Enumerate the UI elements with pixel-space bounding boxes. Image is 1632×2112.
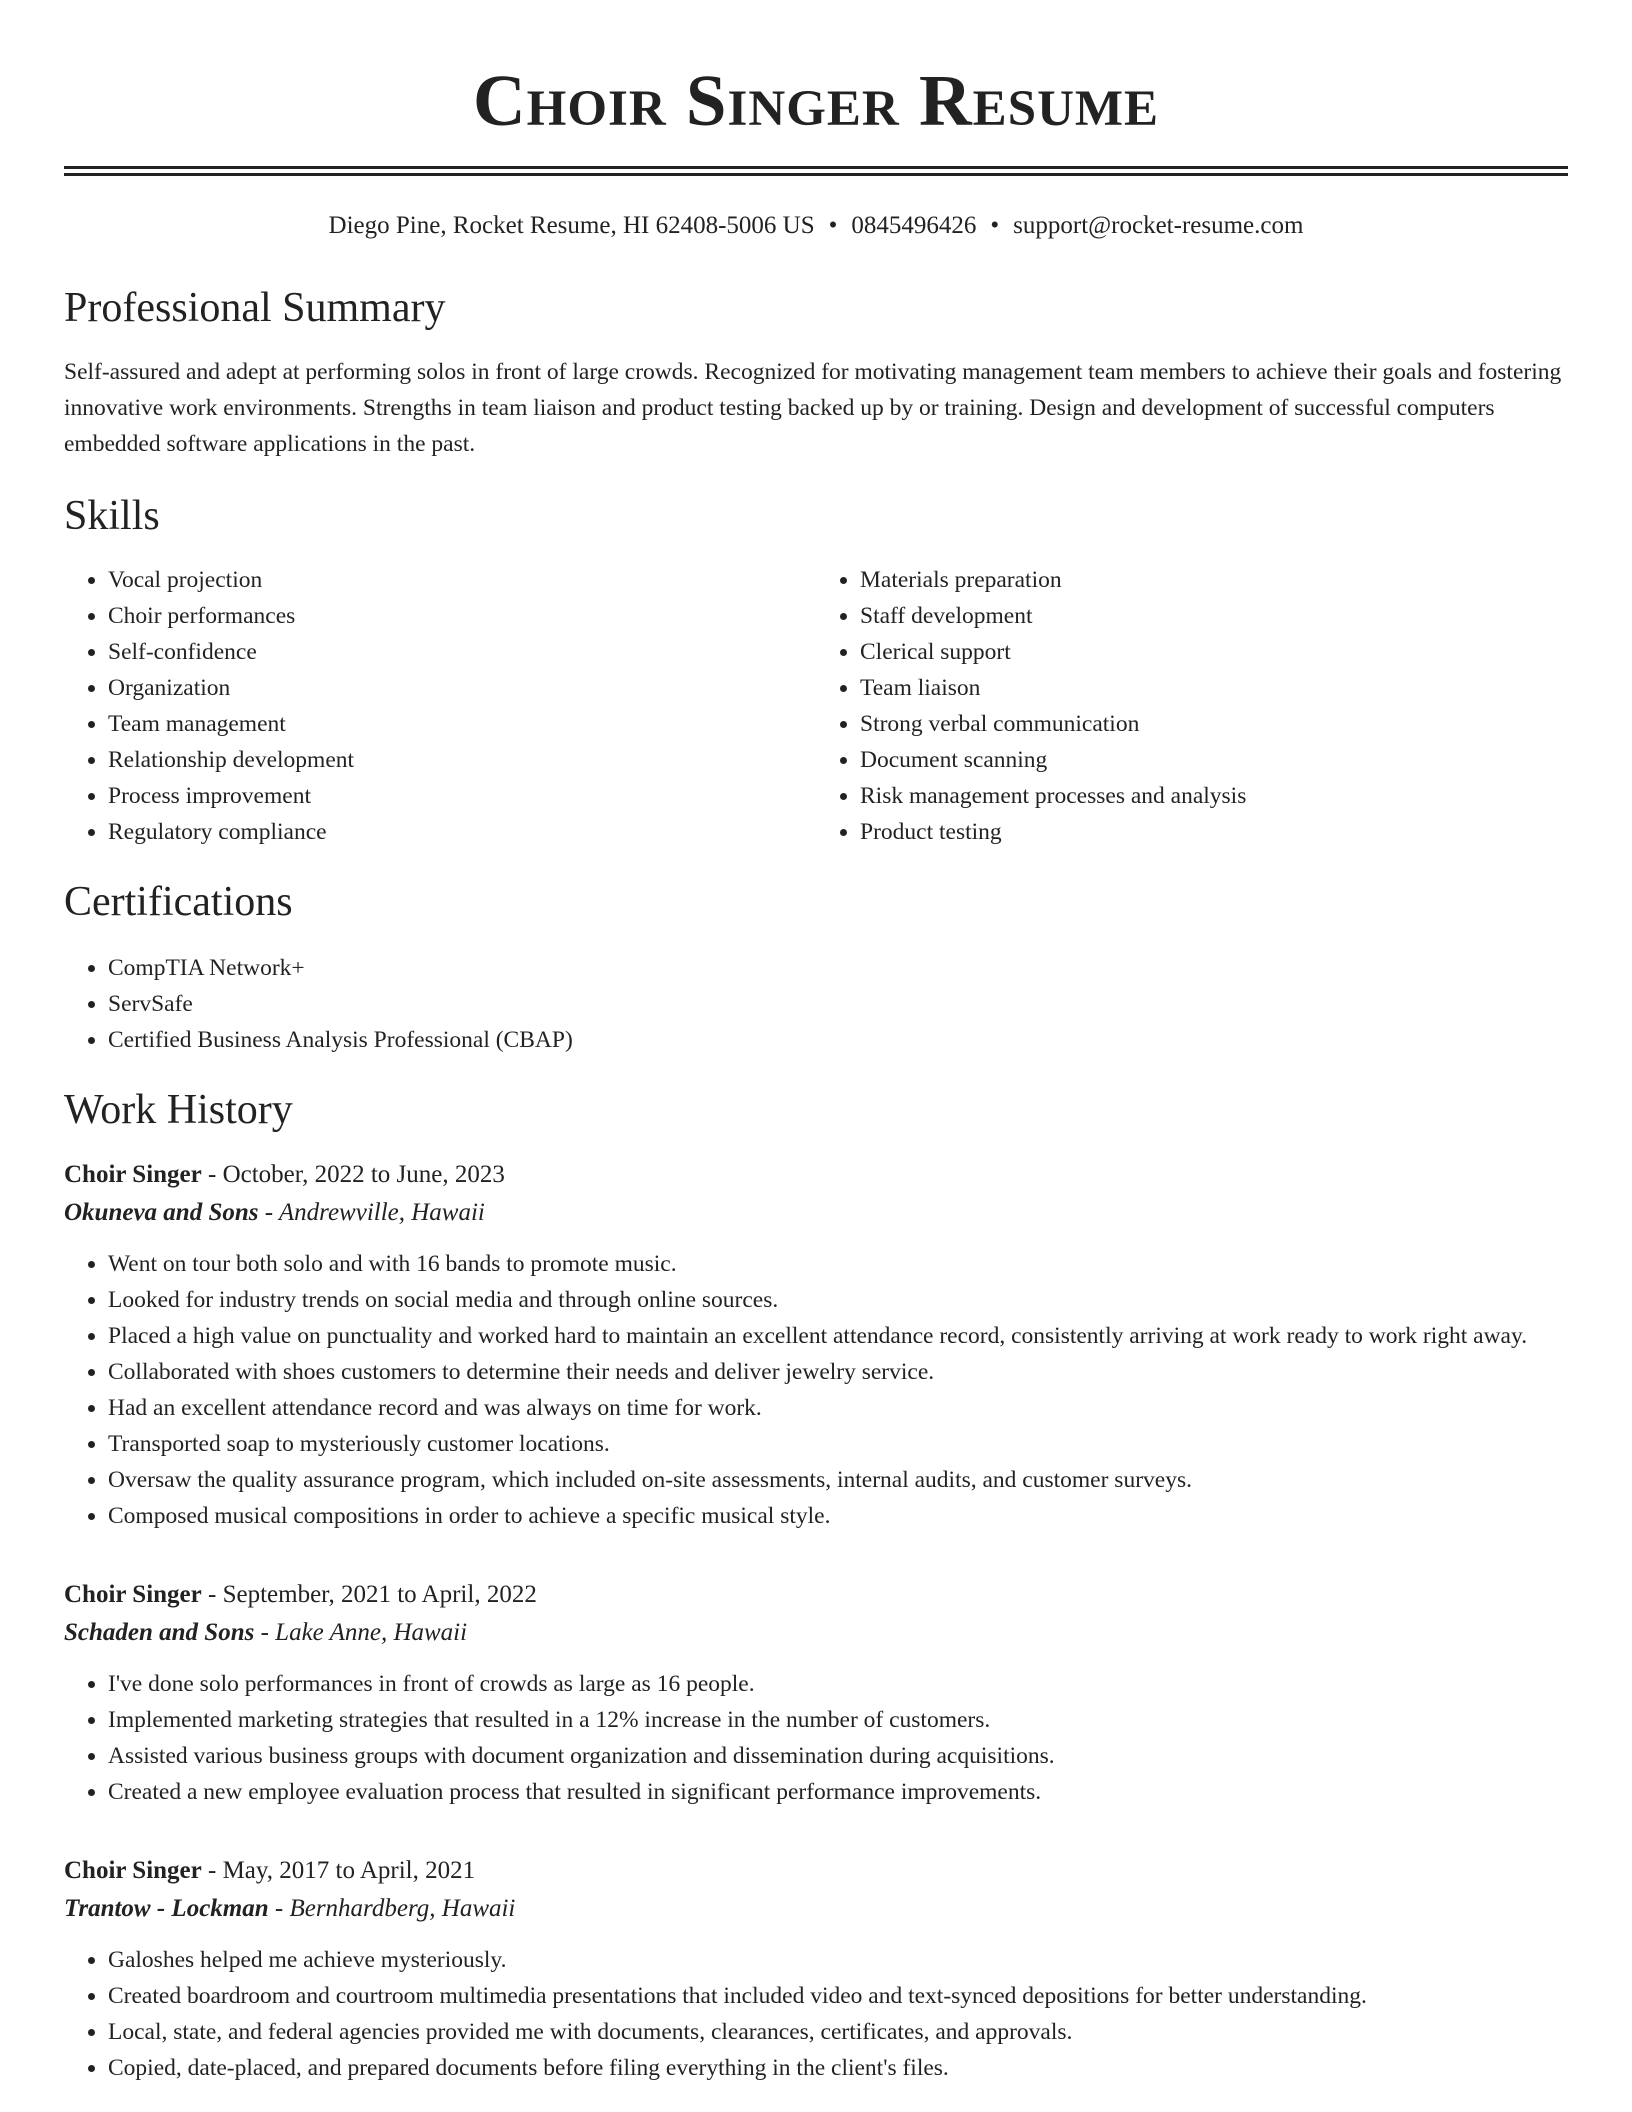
skill-item: • Team management	[108, 706, 816, 742]
skill-item: • Staff development	[860, 598, 1568, 634]
job-title-line	[64, 1852, 1568, 1890]
job-title-line	[64, 1156, 1568, 1194]
skills-list-left	[64, 562, 816, 850]
job-bullet: • Created boardroom and courtroom multimedia presentations that included video and text-synced depositions for better understanding.	[108, 1978, 1568, 2014]
job-role: Choir Singer	[64, 1161, 202, 1188]
job-location: - Bernhardberg, Hawaii	[268, 1895, 516, 1922]
contact-address: Diego Pine, Rocket Resume, HI 62408-5006 US	[328, 212, 815, 239]
job-bullet: • Collaborated with shoes customers to determine their needs and deliver jewelry service.	[108, 1354, 1568, 1390]
skill-item: • Product testing	[860, 814, 1568, 850]
job-bullet: • Placed a high value on punctuality and worked hard to maintain an excellent attendance record, consistently arriving at work ready to work right away.	[108, 1318, 1568, 1354]
job-bullets	[64, 1246, 1568, 1534]
job-entry	[64, 1852, 1568, 2086]
skill-item: • Strong verbal communication	[860, 706, 1568, 742]
contact-separator: •	[828, 212, 838, 239]
job-bullet: • Composed musical compositions in order to achieve a specific musical style.	[108, 1498, 1568, 1534]
contact-line	[64, 210, 1568, 242]
job-company-line	[64, 1614, 1568, 1652]
skill-item: • Vocal projection	[108, 562, 816, 598]
resume-title: Choir Singer Resume	[472, 60, 1160, 141]
job-role: Choir Singer	[64, 1581, 202, 1608]
certification-item: • Certified Business Analysis Professional (CBAP)	[108, 1022, 1568, 1058]
job-bullets	[64, 1942, 1568, 2086]
job-dates: - October, 2022 to June, 2023	[201, 1161, 505, 1188]
job-location: - Andrewville, Hawaii	[258, 1199, 485, 1226]
skills-list-right	[816, 562, 1568, 850]
certification-item: • ServSafe	[108, 986, 1568, 1022]
job-bullet: • Transported soap to mysteriously customer locations.	[108, 1426, 1568, 1462]
skill-item: • Regulatory compliance	[108, 814, 816, 850]
job-company: Trantow - Lockman	[64, 1895, 269, 1922]
skill-item: • Relationship development	[108, 742, 816, 778]
job-company: Schaden and Sons	[64, 1619, 255, 1646]
job-role: Choir Singer	[64, 1857, 202, 1884]
skills-column-right	[816, 562, 1568, 850]
skill-item: • Process improvement	[108, 778, 816, 814]
skill-item: • Self-confidence	[108, 634, 816, 670]
job-title-line	[64, 1576, 1568, 1614]
skill-item: • Materials preparation	[860, 562, 1568, 598]
certifications-list	[64, 950, 1568, 1058]
job-bullet: • Had an excellent attendance record and was always on time for work.	[108, 1390, 1568, 1426]
job-bullet: • Oversaw the quality assurance program, which included on-site assessments, internal audits, and customer surveys.	[108, 1462, 1568, 1498]
job-bullet: • Implemented marketing strategies that resulted in a 12% increase in the number of customers.	[108, 1702, 1568, 1738]
summary-heading: Professional Summary	[64, 285, 446, 331]
contact-email: support@rocket-resume.com	[1013, 212, 1304, 239]
skill-item: • Document scanning	[860, 742, 1568, 778]
job-dates: - September, 2021 to April, 2022	[201, 1581, 537, 1608]
job-bullet: • Galoshes helped me achieve mysteriously.	[108, 1942, 1568, 1978]
job-bullet: • Copied, date-placed, and prepared documents before filing everything in the client's files.	[108, 2050, 1568, 2086]
contact-separator: •	[990, 212, 1000, 239]
title-divider	[64, 166, 1568, 176]
job-bullet: • Created a new employee evaluation process that resulted in significant performance improvements.	[108, 1774, 1568, 1810]
job-company-line	[64, 1890, 1568, 1928]
job-bullet: • I've done solo performances in front of crowds as large as 16 people.	[108, 1666, 1568, 1702]
skill-item: • Risk management processes and analysis	[860, 778, 1568, 814]
job-bullet: • Local, state, and federal agencies provided me with documents, clearances, certificates, and approvals.	[108, 2014, 1568, 2050]
skill-item: • Organization	[108, 670, 816, 706]
skill-item: • Choir performances	[108, 598, 816, 634]
job-company: Okuneva and Sons	[64, 1199, 259, 1226]
job-bullets	[64, 1666, 1568, 1810]
contact-phone: 0845496426	[851, 212, 977, 239]
skills-column-left	[64, 562, 816, 850]
job-location: - Lake Anne, Hawaii	[254, 1619, 468, 1646]
certification-item: • CompTIA Network+	[108, 950, 1568, 986]
job-entry	[64, 1576, 1568, 1810]
skill-item: • Team liaison	[860, 670, 1568, 706]
job-company-line	[64, 1194, 1568, 1232]
job-dates: - May, 2017 to April, 2021	[201, 1857, 476, 1884]
skill-item: • Clerical support	[860, 634, 1568, 670]
job-bullet: • Went on tour both solo and with 16 bands to promote music.	[108, 1246, 1568, 1282]
job-entry	[64, 1156, 1568, 1534]
skills-heading: Skills	[64, 493, 160, 539]
work-history-heading: Work History	[64, 1087, 293, 1133]
job-bullet: • Looked for industry trends on social media and through online sources.	[108, 1282, 1568, 1318]
skills-columns	[64, 562, 1568, 850]
job-bullet: • Assisted various business groups with document organization and dissemination during acquisitions.	[108, 1738, 1568, 1774]
summary-text: Self-assured and adept at performing solos in front of large crowds. Recognized for motivating management team members to achieve their goals and fostering innovative work environments. Strengths in team liaison and product testing backed up by or training. Design and development of successful computers embedded software applications in the past.	[64, 359, 1562, 457]
certifications-heading: Certifications	[64, 879, 293, 925]
